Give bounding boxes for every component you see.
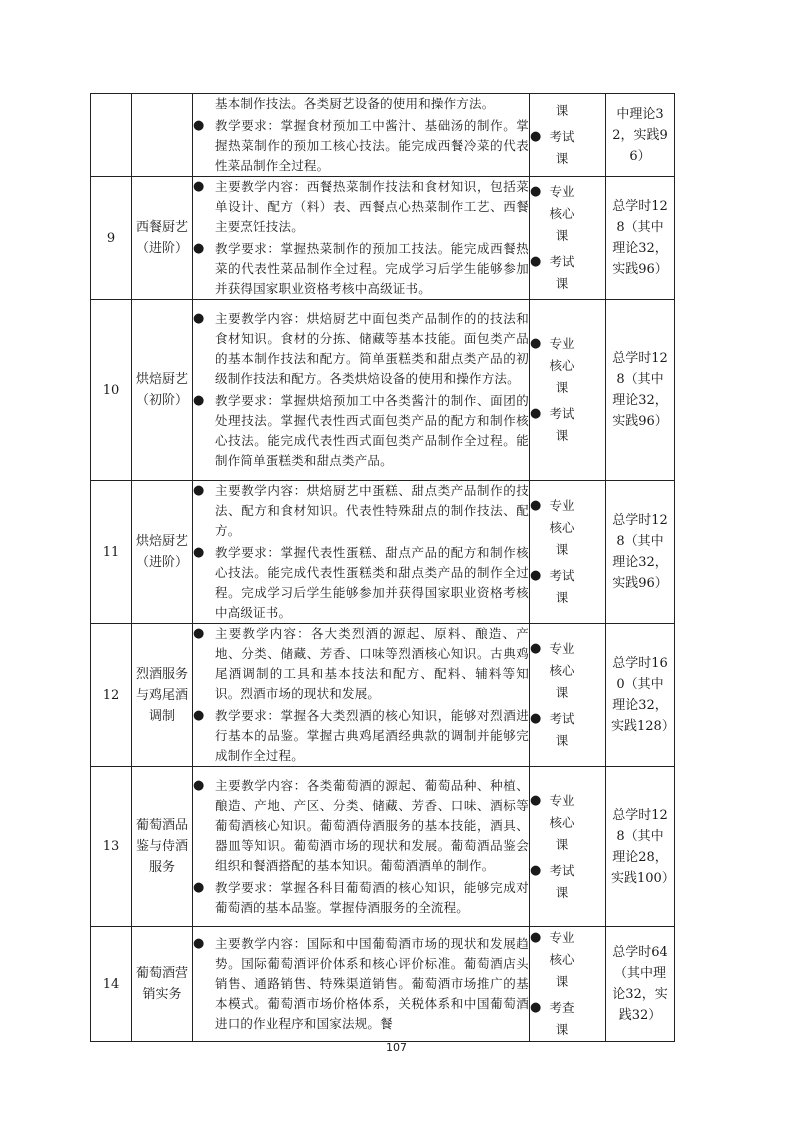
course-type-text: 专业核心课 bbox=[549, 498, 575, 557]
course-type-item bbox=[530, 126, 605, 170]
course-type-text: 考试课 bbox=[549, 711, 575, 748]
content-item bbox=[193, 116, 529, 176]
content-item bbox=[193, 878, 529, 918]
course-type-cell bbox=[530, 767, 606, 927]
bullet-icon: ● bbox=[530, 641, 542, 656]
course-type-text: 考试课 bbox=[549, 129, 575, 166]
course-type-item bbox=[530, 997, 605, 1041]
content-text: 教学要求：掌握烘焙预加工中各类酱汁的制作、面团的处理技法。掌握代表性西式面包类产品的配方和制作核心技法。能完成代表性西式面包类产品制作全过程。能制作简单蛋糕类和甜点类产品。 bbox=[215, 393, 529, 468]
bullet-icon: ● bbox=[530, 184, 542, 199]
bullet-icon: ● bbox=[193, 393, 205, 408]
course-type-text: 考试课 bbox=[549, 862, 575, 900]
content-item bbox=[193, 776, 529, 876]
bullet-icon: ● bbox=[530, 1000, 542, 1015]
course-number: 10 bbox=[91, 300, 132, 481]
course-name bbox=[132, 94, 193, 177]
course-content-cell bbox=[193, 624, 530, 767]
bullet-icon: ● bbox=[530, 568, 542, 583]
course-type-text: 专业核心课 bbox=[549, 336, 575, 395]
bullet-icon: ● bbox=[193, 483, 205, 498]
course-hours: 总学时160（其中理论32，实践128） bbox=[611, 656, 675, 734]
course-type-text: 考查课 bbox=[549, 1000, 575, 1037]
course-type-item bbox=[530, 251, 605, 295]
course-hours-cell bbox=[606, 481, 675, 624]
table-row bbox=[91, 927, 675, 1042]
course-hours-cell bbox=[606, 300, 675, 481]
course-number: 13 bbox=[91, 767, 132, 927]
content-item bbox=[193, 624, 529, 704]
bullet-icon: ● bbox=[193, 708, 205, 723]
bullet-icon: ● bbox=[193, 936, 205, 951]
course-type-text: 专业核心课 bbox=[549, 184, 575, 243]
bullet-icon: ● bbox=[530, 254, 542, 269]
course-type-item bbox=[530, 403, 605, 447]
course-hours-cell bbox=[606, 177, 675, 300]
content-item bbox=[193, 543, 529, 623]
bullet-icon: ● bbox=[530, 930, 542, 945]
course-content-cell bbox=[193, 481, 530, 624]
table-row bbox=[91, 300, 675, 481]
course-content-cell bbox=[193, 177, 530, 300]
course-content-cell bbox=[193, 94, 530, 177]
course-number: 11 bbox=[91, 481, 132, 624]
course-type-item bbox=[530, 638, 605, 704]
bullet-icon: ● bbox=[530, 711, 542, 726]
course-type-item bbox=[530, 790, 605, 856]
course-hours-cell bbox=[606, 624, 675, 767]
course-number: 14 bbox=[91, 927, 132, 1042]
content-text: 主要教学内容：西餐热菜制作技法和食材知识，包括菜单设计、配方（料）表、西餐点心热菜制作工艺、西餐主要烹饪技法。 bbox=[215, 179, 529, 234]
content-text: 教学要求：掌握代表性蛋糕、甜点产品的配方和制作核心技法。能完成代表性蛋糕类和甜点类产品的制作全过程。完成学习后学生能够参加并获得国家职业资格考核中高级证书。 bbox=[215, 545, 529, 620]
content-item bbox=[193, 309, 529, 389]
course-type-cell bbox=[530, 624, 606, 767]
course-hours-cell bbox=[606, 94, 675, 177]
course-type-item bbox=[530, 927, 605, 993]
course-type-text: 考试课 bbox=[549, 406, 575, 443]
course-name: 西餐厨艺（进阶） bbox=[132, 177, 193, 300]
bullet-icon: ● bbox=[530, 129, 542, 144]
course-hours: 中理论32，实践96） bbox=[612, 106, 668, 164]
content-text: 教学要求：掌握食材预加工中酱汁、基础汤的制作。掌握热菜制作的预加工核心技法。能完成西餐冷菜的代表性菜品制作全过程。 bbox=[215, 118, 529, 173]
bullet-icon: ● bbox=[193, 311, 205, 326]
course-type-text: 专业核心课 bbox=[549, 641, 575, 700]
course-hours-cell bbox=[606, 927, 675, 1042]
course-name: 烈酒服务与鸡尾酒调制 bbox=[132, 624, 193, 767]
content-item bbox=[193, 177, 529, 237]
bullet-icon: ● bbox=[193, 545, 205, 560]
course-type-text: 专业核心课 bbox=[549, 792, 575, 852]
content-item bbox=[193, 239, 529, 299]
course-type-cell bbox=[530, 94, 606, 177]
course-type-item bbox=[530, 181, 605, 247]
content-text: 主要教学内容：烘焙厨艺中面包类产品制作的的技法和食材知识。食材的分拣、储藏等基本技能。面包类产品的基本制作技法和配方。简单蛋糕类和甜点类产品的初级制作技法和配方。各类烘焙设备的使用和操作方法。 bbox=[215, 311, 529, 386]
page-number: 107 bbox=[386, 1041, 407, 1054]
course-number: 12 bbox=[91, 624, 132, 767]
content-item bbox=[193, 94, 529, 114]
course-type-cell bbox=[530, 481, 606, 624]
content-text: 主要教学内容：国际和中国葡萄酒市场的现状和发展趋势。国际葡萄酒评价体系和核心评价标准。葡萄酒店头销售、通路销售、特殊渠道销售。葡萄酒市场推广的基本模式。葡萄酒市场价格体系，关税体系和中国葡萄酒进口的作业程序和国家法规。餐 bbox=[215, 936, 529, 1031]
course-name: 葡萄酒品鉴与侍酒服务 bbox=[132, 767, 193, 927]
course-name: 葡萄酒营销实务 bbox=[132, 927, 193, 1042]
course-type-cell bbox=[530, 300, 606, 481]
table-row bbox=[91, 624, 675, 767]
bullet-icon: ● bbox=[530, 498, 542, 513]
course-content-cell bbox=[193, 927, 530, 1042]
course-number: 9 bbox=[91, 177, 132, 300]
content-item bbox=[193, 481, 529, 541]
content-item bbox=[193, 706, 529, 766]
bullet-icon: ● bbox=[193, 626, 205, 641]
course-hours: 总学时128（其中理论32，实践96） bbox=[612, 513, 668, 591]
bullet-icon: ● bbox=[193, 118, 205, 133]
course-content-cell bbox=[193, 767, 530, 927]
course-type-text: 专业核心课 bbox=[549, 930, 575, 989]
content-text: 基本制作技法。各类厨艺设备的使用和操作方法。 bbox=[215, 96, 495, 111]
course-hours: 总学时64（其中理论32，实践32） bbox=[612, 945, 668, 1023]
bullet-icon: ● bbox=[193, 777, 205, 793]
course-type-item bbox=[530, 708, 605, 752]
course-number bbox=[91, 94, 132, 177]
course-type-item bbox=[530, 333, 605, 399]
bullet-icon: ● bbox=[530, 406, 542, 421]
bullet-icon: ● bbox=[193, 241, 205, 256]
course-type-text: 课 bbox=[555, 103, 569, 118]
bullet-icon: ● bbox=[193, 879, 205, 895]
bullet-icon: ● bbox=[530, 792, 542, 808]
bullet-icon: ● bbox=[530, 336, 542, 351]
table-row bbox=[91, 481, 675, 624]
course-hours: 总学时128（其中理论28，实践100） bbox=[611, 807, 675, 886]
content-text: 教学要求：掌握各科目葡萄酒的核心知识，能够完成对葡萄酒的基本品鉴。掌握侍酒服务的全流程。 bbox=[215, 879, 529, 915]
course-hours-cell bbox=[606, 767, 675, 927]
course-name: 烘焙厨艺（初阶） bbox=[132, 300, 193, 481]
course-type-cell bbox=[530, 927, 606, 1042]
bullet-icon: ● bbox=[193, 179, 205, 194]
course-hours: 总学时128（其中理论32，实践96） bbox=[612, 199, 668, 277]
table-row bbox=[91, 767, 675, 927]
course-name: 烘焙厨艺（进阶） bbox=[132, 481, 193, 624]
content-text: 教学要求：掌握各大类烈酒的核心知识，能够对烈酒进行基本的品鉴。掌握古典鸡尾酒经典款的调制并能够完成制作全过程。 bbox=[215, 708, 529, 763]
content-item bbox=[193, 934, 529, 1034]
content-item bbox=[193, 391, 529, 471]
table-row bbox=[91, 94, 675, 177]
course-type-cell bbox=[530, 177, 606, 300]
course-type-text: 考试课 bbox=[549, 568, 575, 605]
content-text: 主要教学内容：各类葡萄酒的源起、葡萄品种、种植、酿造、产地、产区、分类、储藏、芳香、口味、酒标等葡萄酒核心知识。葡萄酒侍酒服务的基本技能，酒具、器皿等知识。葡萄酒市场的现状和发展。葡萄酒品鉴会组织和餐酒搭配的基本知识。葡萄酒酒单的制作。 bbox=[215, 777, 529, 873]
table-row bbox=[91, 177, 675, 300]
curriculum-table bbox=[90, 93, 675, 1042]
course-hours: 总学时128（其中理论32，实践96） bbox=[612, 351, 668, 429]
content-text: 教学要求：掌握热菜制作的预加工技法。能完成西餐热菜的代表性菜品制作全过程。完成学习后学生能够参加并获得国家职业资格考核中高级证书。 bbox=[215, 241, 529, 296]
bullet-icon: ● bbox=[530, 862, 542, 878]
course-type-item bbox=[530, 565, 605, 609]
content-text: 主要教学内容：烘焙厨艺中蛋糕、甜点类产品制作的技法、配方和食材知识。代表性特殊甜点的制作技法、配方。 bbox=[215, 483, 529, 538]
table-body bbox=[91, 94, 675, 1042]
course-type-text: 考试课 bbox=[549, 254, 575, 291]
content-text: 主要教学内容：各大类烈酒的源起、原料、酿造、产地、分类、储藏、芳香、口味等烈酒核心知识。古典鸡尾酒调制的工具和基本技法和配方、配料、辅料等知识。烈酒市场的现状和发展。 bbox=[215, 626, 529, 701]
course-type-item bbox=[530, 100, 605, 122]
course-type-item bbox=[530, 860, 605, 904]
course-type-item bbox=[530, 495, 605, 561]
course-content-cell bbox=[193, 300, 530, 481]
